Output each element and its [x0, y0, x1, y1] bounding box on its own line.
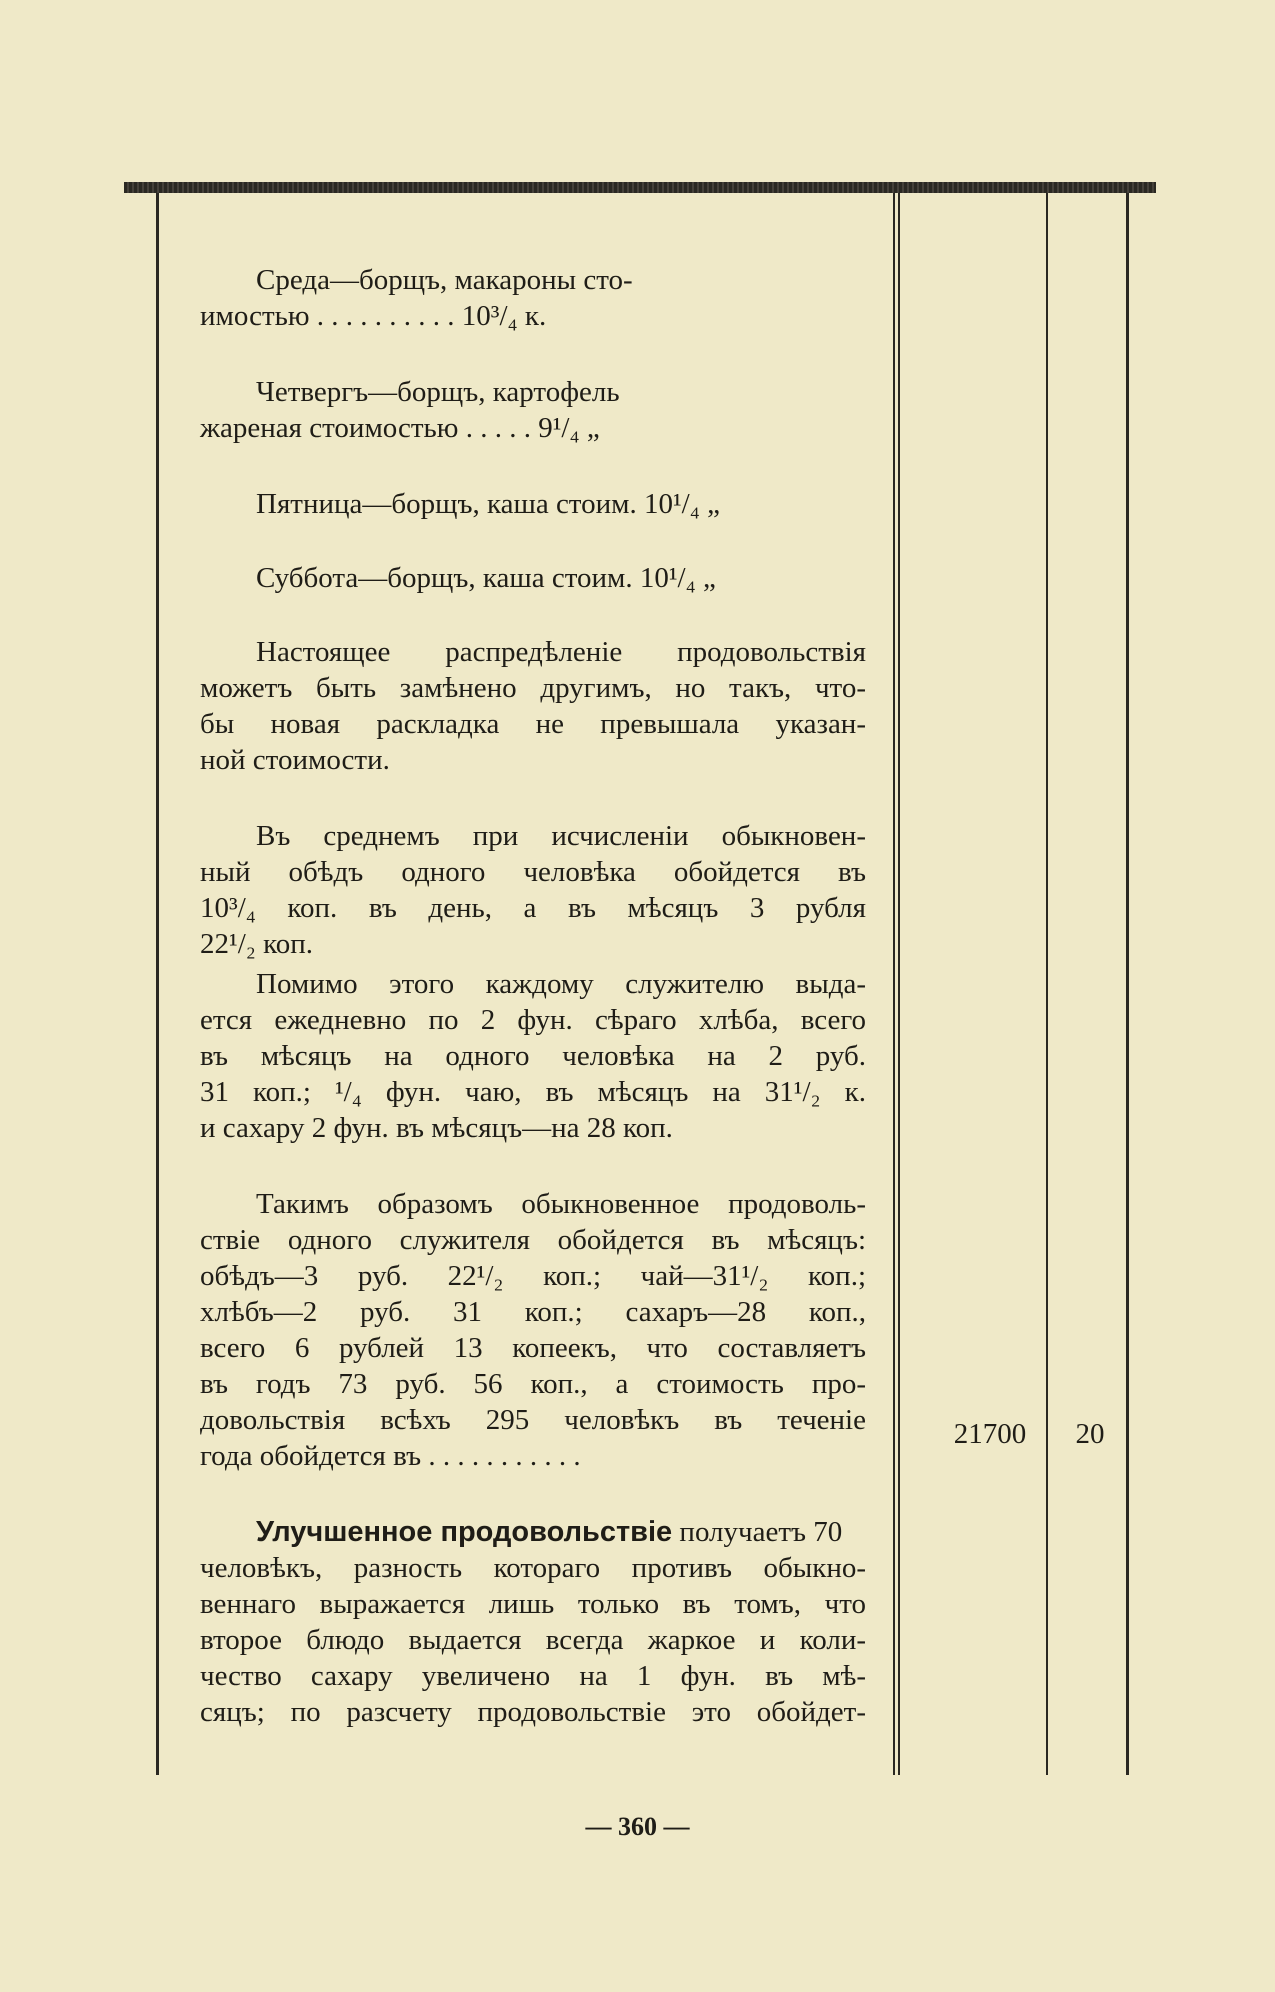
text-line: жареная стоимостью . . . . . 9¹/₄ „	[200, 412, 600, 444]
text-line: года обойдется въ . . . . . . . . . . .	[200, 1440, 581, 1472]
page-number: — 360 —	[585, 1812, 690, 1841]
text-line: всего 6 рублей 13 копеекъ, что составляетъ	[200, 1332, 866, 1364]
text-line: ной стоимости.	[200, 744, 390, 776]
text-line: сяцъ; по разсчету продовольствіе это обойдет-	[200, 1696, 866, 1728]
text-line: Суббота—борщъ, каша стоим. 10¹/₄ „	[256, 562, 716, 594]
text-line: Среда—борщъ, макароны сто-	[256, 264, 633, 296]
text-line: Такимъ образомъ обыкновенное продоволь-	[256, 1188, 866, 1220]
paragraph-distribution	[200, 634, 866, 778]
outer-right-rule	[1126, 193, 1129, 1775]
menu-wednesday	[200, 262, 866, 334]
amount-rubles: 21700	[953, 1418, 1027, 1450]
main-text-column	[200, 262, 866, 1730]
amount-kopecks: 20	[1075, 1418, 1105, 1450]
text-line: довольствія всѣхъ 295 человѣкъ въ теченіе	[200, 1404, 866, 1436]
text-line: Въ среднемъ при исчисленіи обыкновен-	[256, 820, 866, 852]
paragraph-bread-tea-sugar	[200, 966, 866, 1146]
kopeck-column-rule	[1046, 193, 1048, 1775]
text-line: человѣкъ, разность котораго противъ обыкно-	[200, 1552, 866, 1584]
text-line: имостью . . . . . . . . . . 10³/₄ к.	[200, 300, 547, 332]
text-line	[200, 1514, 866, 1550]
text-line: хлѣбъ—2 руб. 31 коп.; сахаръ—28 коп.,	[200, 1296, 866, 1328]
text-line: ствіе одного служителя обойдется въ мѣсяцъ:	[200, 1224, 866, 1256]
left-column-rule	[156, 193, 159, 1775]
text-line: ный обѣдъ одного человѣка обойдется въ	[200, 856, 866, 888]
text-line: обѣдъ—3 руб. 22¹/₂ коп.; чай—31¹/₂ коп.;	[200, 1260, 866, 1292]
text-line: Пятница—борщъ, каша стоим. 10¹/₄ „	[256, 488, 720, 520]
text-line: въ мѣсяцъ на одного человѣка на 2 руб.	[200, 1040, 866, 1072]
text-line: можетъ быть замѣнено другимъ, но такъ, что-	[200, 672, 866, 704]
text-line: въ годъ 73 руб. 56 коп., а стоимость про-	[200, 1368, 866, 1400]
right-column-rule-2	[898, 193, 900, 1775]
text-line: 31 коп.; ¹/₄ фун. чаю, въ мѣсяцъ на 31¹/₂ к.	[200, 1076, 866, 1108]
text-line: второе блюдо выдается всегда жаркое и коли-	[200, 1624, 866, 1656]
menu-friday	[200, 486, 866, 522]
text-line: 22¹/₂ коп.	[200, 928, 313, 960]
right-column-rule-1	[893, 193, 895, 1775]
text-line: Помимо этого каждому служителю выда-	[256, 968, 866, 1000]
paragraph-improved-provision	[200, 1514, 866, 1730]
paragraph-total-ordinary	[200, 1186, 866, 1474]
text-line: бы новая раскладка не превышала указан-	[200, 708, 866, 740]
text-line: Настоящее распредѣленіе продовольствія	[256, 636, 866, 668]
paragraph-average-dinner	[200, 818, 866, 962]
text-line: 10³/₄ коп. въ день, а въ мѣсяцъ 3 рубля	[200, 892, 866, 924]
text-line: Четвергъ—борщъ, картофель	[256, 376, 620, 408]
text-line: веннаго выражается лишь только въ томъ, что	[200, 1588, 866, 1620]
menu-saturday	[200, 560, 866, 596]
menu-thursday	[200, 374, 866, 446]
top-double-rule	[124, 182, 1156, 193]
heading-continuation: получаетъ 70	[672, 1516, 843, 1548]
section-heading: Улучшенное продовольствіе	[256, 1516, 673, 1548]
text-line: чество сахару увеличено на 1 фун. въ мѣ-	[200, 1660, 866, 1692]
text-line: ется ежедневно по 2 фун. сѣраго хлѣба, всего	[200, 1004, 866, 1036]
text-line: и сахару 2 фун. въ мѣсяцъ—на 28 коп.	[200, 1112, 673, 1144]
